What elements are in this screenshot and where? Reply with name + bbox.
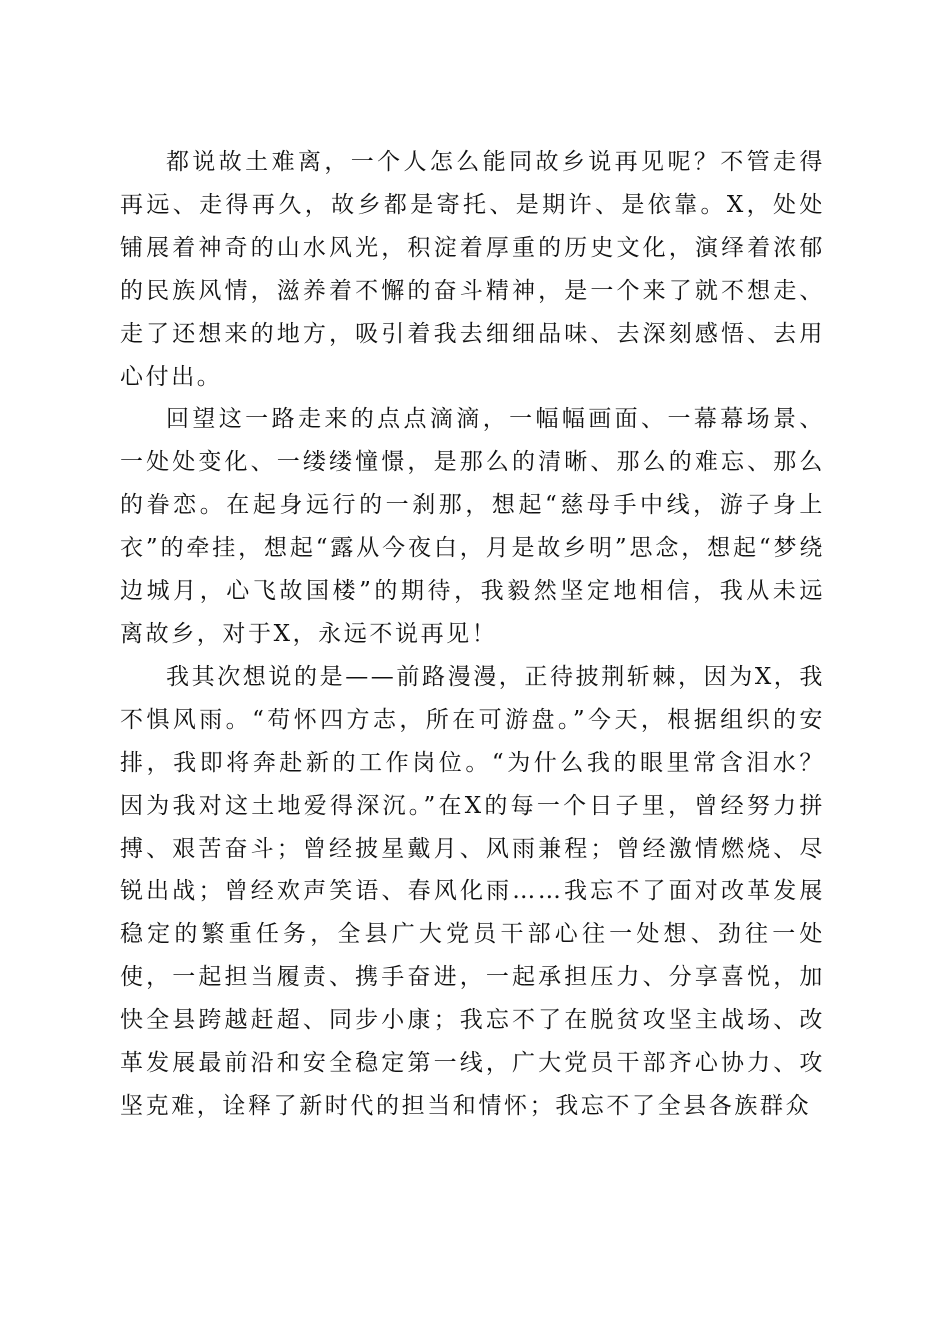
document-body (120, 141, 825, 1128)
paragraph-1: 都说故土难离，一个人怎么能同故乡说再见呢？不管走得再远、走得再久，故乡都是寄托、是期许、是依靠。X，处处铺展着神奇的山水风光，积淀着厚重的历史文化，演绎着浓郁的民族风情，滋养着不懈的奋斗精神，是一个来了就不想走、走了还想来的地方，吸引着我去细细品味、去深刻感悟、去用心付出。 (120, 149, 825, 390)
paragraph-2: 回望这一路走来的点点滴滴，一幅幅画面、一幕幕场景、一处处变化、一缕缕憧憬，是那么的清晰、那么的难忘、那么的眷恋。在起身远行的一刹那，想起“慈母手中线，游子身上衣”的牵挂，想起“露从今夜白，月是故乡明”思念，想起“梦绕边城月，心飞故国楼”的期待，我毅然坚定地相信，我从未远离故乡，对于X，永远不说再见！ (120, 406, 825, 647)
paragraph-3: 我其次想说的是——前路漫漫，正待披荆斩棘，因为X，我不惧风雨。“苟怀四方志，所在可游盘。”今天，根据组织的安排，我即将奔赴新的工作岗位。“为什么我的眼里常含泪水？因为我对这土地爱得深沉。”在X的每一个日子里，曾经努力拼搏、艰苦奋斗；曾经披星戴月、风雨兼程；曾经激情燃烧、尽锐出战；曾经欢声笑语、春风化雨……我忘不了面对改革发展稳定的繁重任务，全县广大党员干部心往一处想、劲往一处使，一起担当履责、携手奋进，一起承担压力、分享喜悦，加快全县跨越赶超、同步小康；我忘不了在脱贫攻坚主战场、改革发展最前沿和安全稳定第一线，广大党员干部齐心协力、攻坚克难，诠释了新时代的担当和情怀；我忘不了全县各族群众 (120, 663, 825, 1119)
